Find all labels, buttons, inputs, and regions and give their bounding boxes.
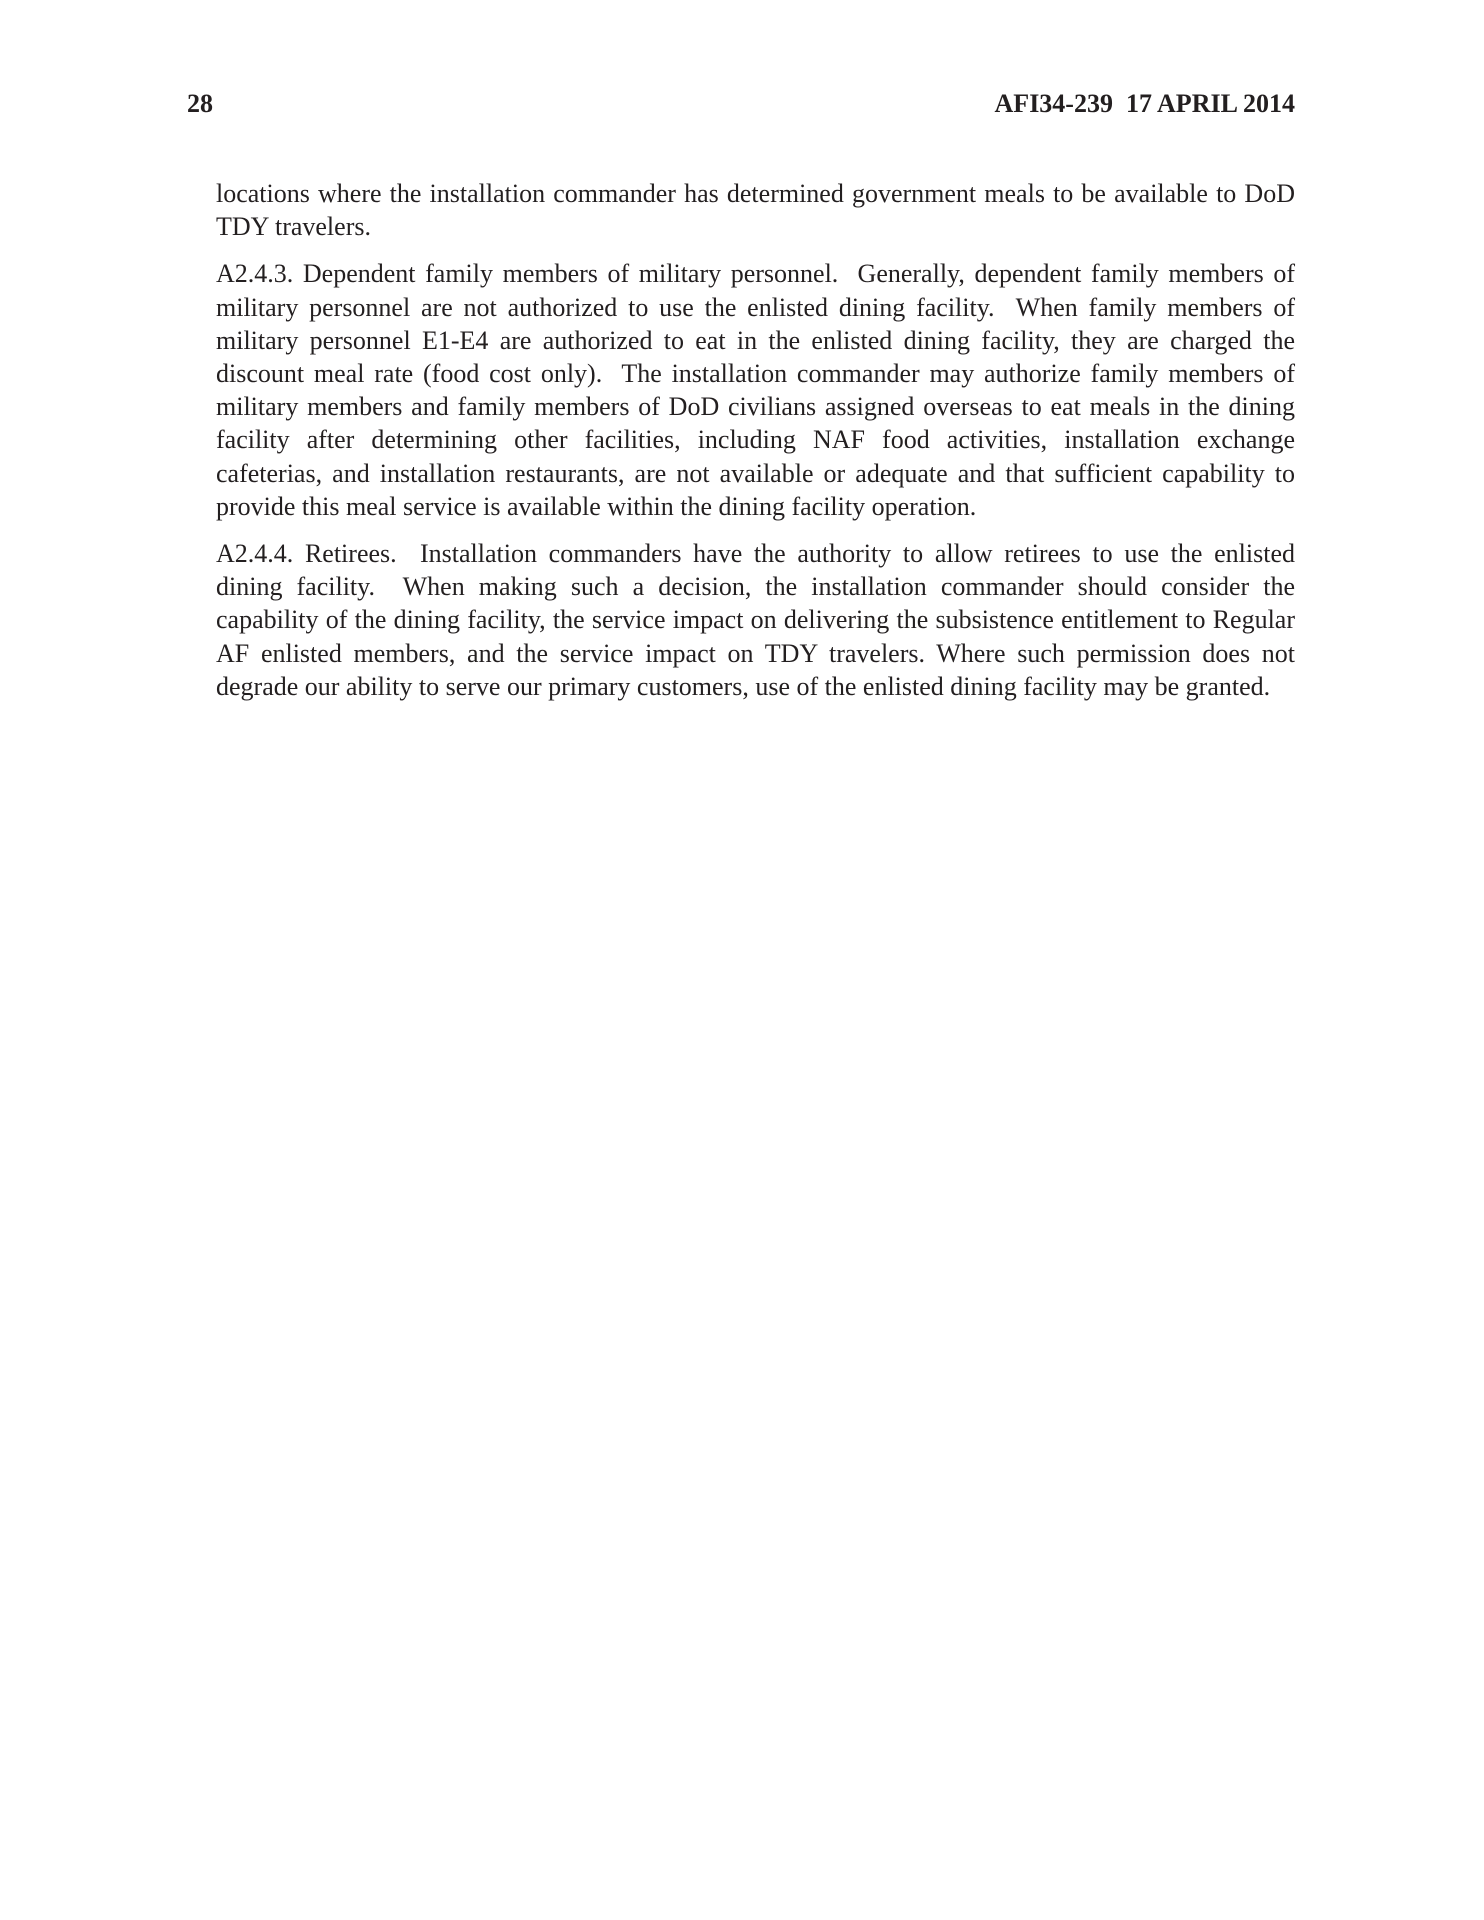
paragraph-a2-4-4: A2.4.4. Retirees. Installation commanders have the authority to allow retirees to use the enlisted dining facility. When making such a decision, the installation commander should consider the capability of the dining facility, the service impact on delivering the subsistence entitlement to Regular AF enlisted members, and the service impact on TDY travelers. Where such permission does not degrade our ability to serve our primary customers, use of the enlisted dining facility may be granted. <box>216 539 1302 701</box>
paragraph-a2-4-3: A2.4.3. Dependent family members of military personnel. Generally, dependent family members of military personnel are not authorized to use the enlisted dining facility. When family members of military personnel E1-E4 are authorized to eat in the enlisted dining facility, they are charged the discount meal rate (food cost only). The installation commander may authorize family members of military members and family members of DoD civilians assigned overseas to eat meals in the dining facility after determining other facilities, including NAF food activities, installation exchange cafeterias, and installation restaurants, are not available or adequate and that sufficient capability to provide this meal service is available within the dining facility operation. <box>216 259 1302 521</box>
document-reference: AFI34-239 17 APRIL 2014 <box>994 89 1295 118</box>
page-header <box>187 88 1295 124</box>
body-text <box>216 177 1302 717</box>
page-number: 28 <box>187 89 213 118</box>
paragraph-continuation: locations where the installation commander has determined government meals to be available to DoD TDY travelers. <box>216 179 1302 242</box>
